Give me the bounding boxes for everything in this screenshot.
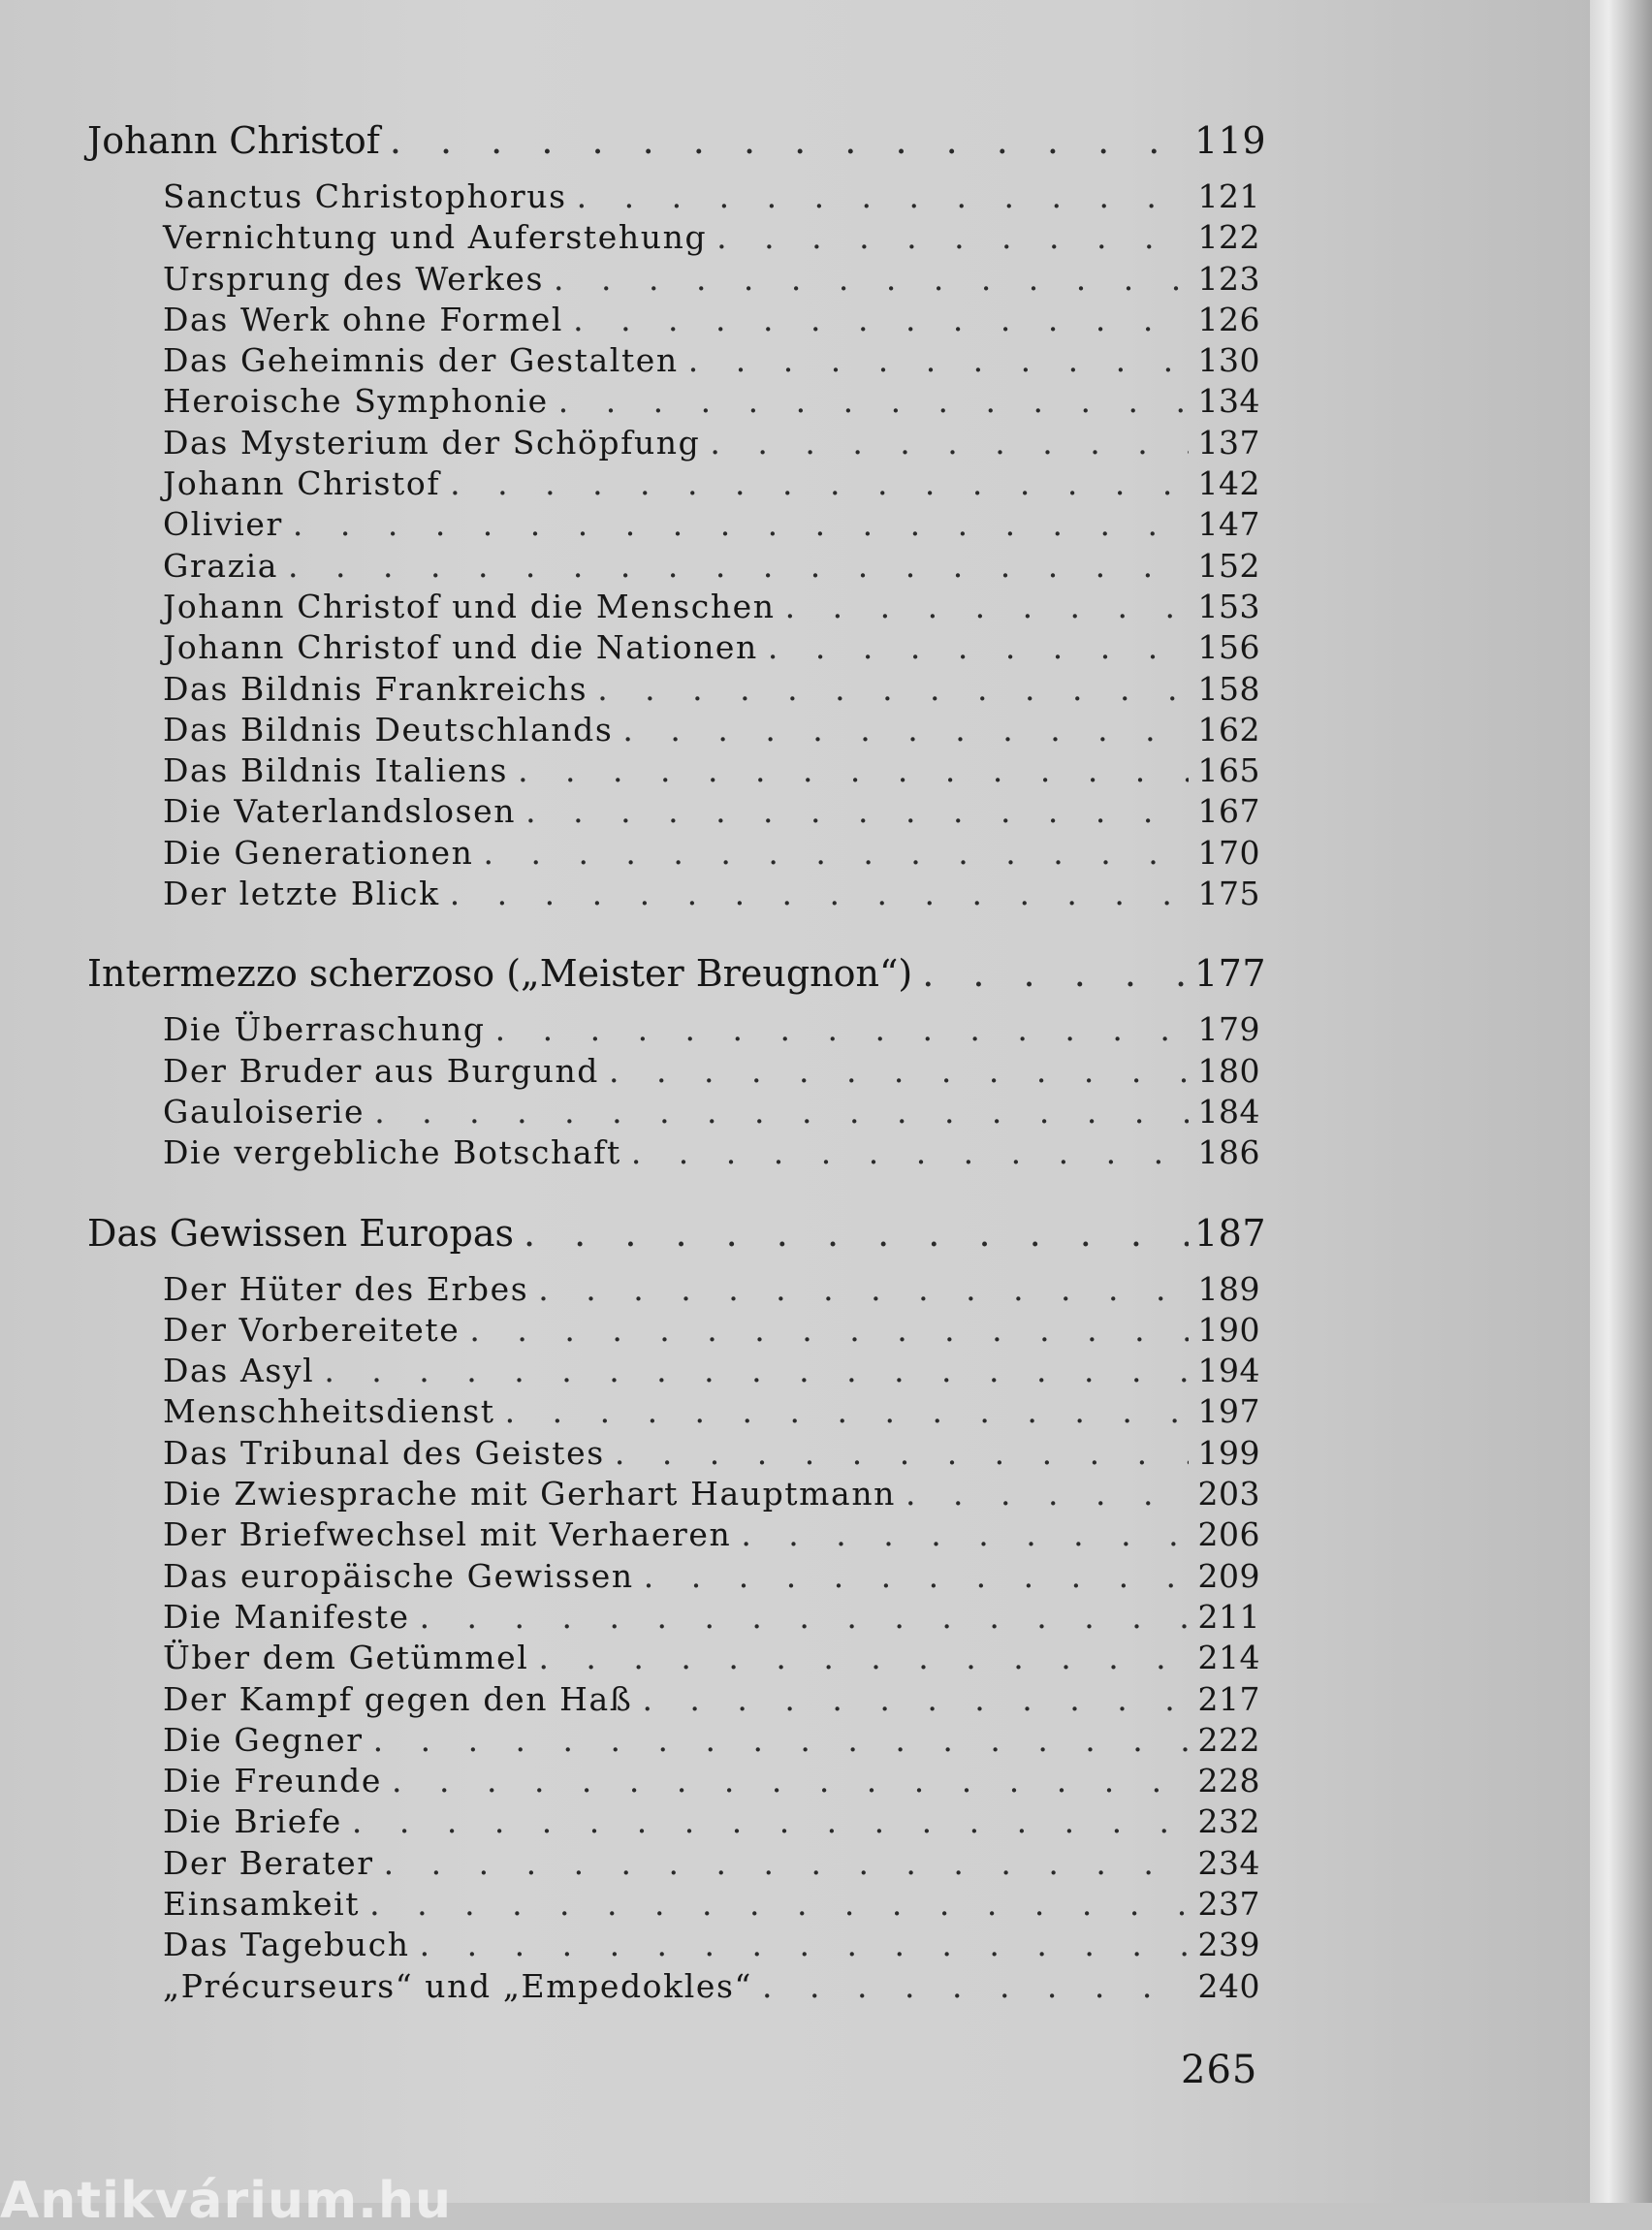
toc-entry [87, 1966, 1260, 2007]
watermark: Antikvárium.hu [0, 2172, 452, 2230]
toc-entry-title: Die Vaterlandslosen [163, 792, 517, 831]
toc-chapter-title: Das Gewissen Europas [87, 1211, 515, 1255]
toc-entry-page: 228 [1197, 1762, 1260, 1800]
dot-leader [642, 1679, 1189, 1720]
toc-entry [87, 750, 1260, 791]
toc-entry-title: Johann Christof und die Menschen [163, 587, 776, 625]
toc-entry [87, 423, 1260, 463]
toc-entry-page: 197 [1197, 1392, 1260, 1431]
toc-entry-title: Einsamkeit [163, 1884, 361, 1923]
toc-entry-page: 130 [1197, 341, 1260, 380]
dot-leader [615, 1433, 1189, 1474]
toc-entry-title: Das Werk ohne Formel [163, 300, 564, 338]
toc-entry-title: Die Zwiesprache mit Gerhart Hauptmann [163, 1475, 897, 1513]
toc-entry [87, 1884, 1260, 1925]
toc-chapter-page: 119 [1194, 119, 1267, 162]
toc-entry-page: 175 [1197, 875, 1260, 913]
toc-entry [87, 1801, 1260, 1842]
toc-entry [87, 1679, 1260, 1720]
dot-leader [369, 1884, 1189, 1925]
toc-entry [87, 1269, 1260, 1310]
toc-entry-title: Der Kampf gegen den Haß [163, 1679, 633, 1718]
toc-entry-title: Das Tribunal des Geistes [163, 1433, 605, 1472]
toc-entry [87, 217, 1260, 258]
toc-entry-page: 237 [1197, 1884, 1260, 1923]
table-of-contents [87, 114, 1267, 2040]
dot-leader [905, 1474, 1189, 1514]
dot-leader [293, 504, 1189, 545]
dot-leader [483, 833, 1189, 874]
toc-entry-title: Der Bruder aus Burgund [163, 1051, 600, 1090]
toc-entry [87, 300, 1260, 340]
toc-chapter-title: Intermezzo scherzoso („Meister Breugnon“) [87, 952, 913, 996]
dot-leader [710, 423, 1189, 463]
toc-entry-page: 222 [1197, 1720, 1260, 1759]
toc-entry [87, 669, 1260, 710]
toc-entry-title: Johann Christof und die Nationen [163, 628, 758, 667]
toc-entry-page: 217 [1197, 1679, 1260, 1718]
dot-leader [688, 340, 1189, 381]
toc-entry-page: 186 [1197, 1133, 1260, 1172]
toc-entry-page: 179 [1197, 1010, 1260, 1049]
toc-entry-title: Die Überraschung [163, 1010, 486, 1049]
toc-entry [87, 1391, 1260, 1432]
dot-leader [577, 176, 1189, 217]
toc-section [87, 1207, 1267, 2007]
toc-section [87, 114, 1267, 914]
toc-entry [87, 1720, 1260, 1761]
dot-leader [288, 546, 1189, 587]
toc-entry [87, 546, 1260, 587]
toc-entry [87, 1310, 1260, 1351]
toc-entry-page: 137 [1197, 423, 1260, 462]
toc-section [87, 947, 1267, 1173]
toc-entry [87, 1556, 1260, 1597]
dot-leader [450, 463, 1189, 504]
dot-leader [716, 217, 1189, 258]
toc-entry [87, 1843, 1260, 1884]
toc-entry-title: Das Tagebuch [163, 1926, 410, 1964]
dot-leader [495, 1009, 1189, 1050]
toc-entry-page: 240 [1197, 1966, 1260, 2005]
page-number: 265 [1181, 2048, 1258, 2092]
dot-leader [597, 669, 1189, 710]
toc-chapter [87, 947, 1267, 1000]
toc-entry [87, 833, 1260, 874]
toc-chapter-page: 187 [1194, 1211, 1267, 1255]
toc-entry [87, 1638, 1260, 1678]
toc-entry-page: 234 [1197, 1843, 1260, 1882]
toc-entry-title: „Précurseurs“ und „Empedokles“ [163, 1966, 753, 2005]
toc-entry [87, 381, 1260, 422]
toc-entry-page: 232 [1197, 1802, 1260, 1841]
toc-entry-page: 156 [1197, 628, 1260, 667]
toc-entry-page: 167 [1197, 792, 1260, 831]
toc-entry [87, 874, 1260, 914]
toc-entry-title: Über dem Getümmel [163, 1639, 529, 1677]
toc-entry-title: Der Briefwechsel mit Verhaeren [163, 1515, 732, 1554]
dot-leader [768, 627, 1189, 668]
dot-leader [644, 1556, 1189, 1597]
toc-entry [87, 1433, 1260, 1474]
toc-entry-page: 209 [1197, 1556, 1260, 1595]
dot-leader [558, 381, 1189, 422]
dot-leader [525, 791, 1189, 832]
toc-entry-page: 239 [1197, 1926, 1260, 1964]
toc-entry-title: Ursprung des Werkes [163, 259, 545, 298]
toc-entry [87, 463, 1260, 504]
toc-entry [87, 176, 1260, 217]
toc-entry-title: Der Hüter des Erbes [163, 1269, 529, 1308]
dot-leader [524, 1207, 1189, 1259]
toc-chapter [87, 1207, 1267, 1259]
toc-entry-page: 170 [1197, 833, 1260, 872]
toc-chapter-page: 177 [1194, 952, 1267, 996]
toc-entry-page: 194 [1197, 1352, 1260, 1390]
toc-entry-title: Heroische Symphonie [163, 382, 549, 421]
toc-entry-page: 158 [1197, 669, 1260, 708]
toc-chapter-title: Johann Christof [87, 119, 380, 162]
dot-leader [384, 1843, 1189, 1884]
toc-entry-title: Das Bildnis Frankreichs [163, 669, 588, 708]
toc-entry-page: 214 [1197, 1639, 1260, 1677]
toc-entry-title: Johann Christof [163, 464, 441, 503]
dot-leader [373, 1720, 1189, 1761]
toc-entry-page: 162 [1197, 710, 1260, 749]
toc-entry-page: 190 [1197, 1310, 1260, 1349]
page-edge [1590, 0, 1652, 2203]
toc-entry-page: 152 [1197, 546, 1260, 585]
toc-entry-page: 180 [1197, 1051, 1260, 1090]
dot-leader [554, 259, 1189, 300]
toc-entry [87, 1474, 1260, 1514]
toc-entry-page: 206 [1197, 1515, 1260, 1554]
toc-entry-title: Olivier [163, 505, 283, 544]
dot-leader [518, 750, 1189, 791]
dot-leader [324, 1351, 1189, 1391]
toc-entry [87, 1761, 1260, 1801]
toc-entry-title: Die Gegner [163, 1720, 364, 1759]
toc-entry-title: Das Mysterium der Schöpfung [163, 423, 701, 462]
toc-entry-page: 211 [1197, 1597, 1260, 1636]
toc-entry [87, 259, 1260, 300]
toc-entry-title: Gauloiserie [163, 1092, 365, 1131]
toc-entry-page: 153 [1197, 587, 1260, 625]
dot-leader [450, 874, 1189, 914]
toc-entry-page: 199 [1197, 1433, 1260, 1472]
toc-entry-title: Grazia [163, 546, 279, 585]
dot-leader [609, 1051, 1189, 1092]
dot-leader [622, 710, 1189, 750]
toc-entry-title: Das Asyl [163, 1352, 315, 1390]
toc-entry [87, 1009, 1260, 1050]
toc-entry-page: 126 [1197, 300, 1260, 338]
toc-entry-page: 203 [1197, 1475, 1260, 1513]
dot-leader [352, 1801, 1189, 1842]
toc-entry-title: Das Geheimnis der Gestalten [163, 341, 679, 380]
toc-entry [87, 1514, 1260, 1555]
toc-entry [87, 1051, 1260, 1092]
toc-entry-title: Das Bildnis Italiens [163, 751, 509, 790]
toc-entry-title: Die vergebliche Botschaft [163, 1133, 621, 1172]
toc-entry-title: Der Berater [163, 1843, 374, 1882]
dot-leader [538, 1269, 1189, 1310]
toc-entry-title: Die Manifeste [163, 1597, 410, 1636]
dot-leader [420, 1597, 1189, 1638]
toc-entry [87, 504, 1260, 545]
dot-leader [922, 947, 1189, 1000]
dot-leader [573, 300, 1189, 340]
dot-leader [785, 587, 1189, 627]
toc-entry [87, 1132, 1260, 1173]
dot-leader [374, 1092, 1189, 1132]
toc-entry-page: 121 [1197, 177, 1260, 215]
toc-entry-page: 165 [1197, 751, 1260, 790]
toc-entry [87, 627, 1260, 668]
toc-entry-title: Vernichtung und Auferstehung [163, 218, 708, 257]
toc-entry-page: 184 [1197, 1092, 1260, 1131]
toc-entry-title: Der letzte Blick [163, 875, 440, 913]
toc-entry [87, 710, 1260, 750]
toc-chapter [87, 114, 1267, 167]
toc-entry [87, 587, 1260, 627]
dot-leader [741, 1514, 1189, 1555]
dot-leader [469, 1310, 1189, 1351]
dot-leader [505, 1391, 1189, 1432]
toc-entry [87, 1351, 1260, 1391]
toc-entry-title: Das europäische Gewissen [163, 1556, 634, 1595]
toc-entry-title: Sanctus Christophorus [163, 177, 567, 215]
toc-entry-title: Die Freunde [163, 1762, 382, 1800]
dot-leader [631, 1132, 1189, 1173]
dot-leader [538, 1638, 1189, 1678]
toc-entry-page: 142 [1197, 464, 1260, 503]
dot-leader [390, 114, 1189, 167]
toc-entry-page: 134 [1197, 382, 1260, 421]
toc-entry-page: 147 [1197, 505, 1260, 544]
toc-entry [87, 791, 1260, 832]
dot-leader [762, 1966, 1189, 2007]
dot-leader [420, 1925, 1189, 1965]
toc-entry-title: Die Generationen [163, 833, 474, 872]
toc-entry-title: Das Bildnis Deutschlands [163, 710, 614, 749]
dot-leader [392, 1761, 1189, 1801]
toc-entry-page: 123 [1197, 259, 1260, 298]
toc-entry [87, 340, 1260, 381]
toc-entry-title: Menschheitsdienst [163, 1392, 495, 1431]
toc-entry-page: 189 [1197, 1269, 1260, 1308]
toc-entry [87, 1925, 1260, 1965]
toc-entry [87, 1597, 1260, 1638]
toc-entry-page: 122 [1197, 218, 1260, 257]
toc-entry-title: Die Briefe [163, 1802, 342, 1841]
toc-entry-title: Der Vorbereitete [163, 1310, 461, 1349]
toc-entry [87, 1092, 1260, 1132]
